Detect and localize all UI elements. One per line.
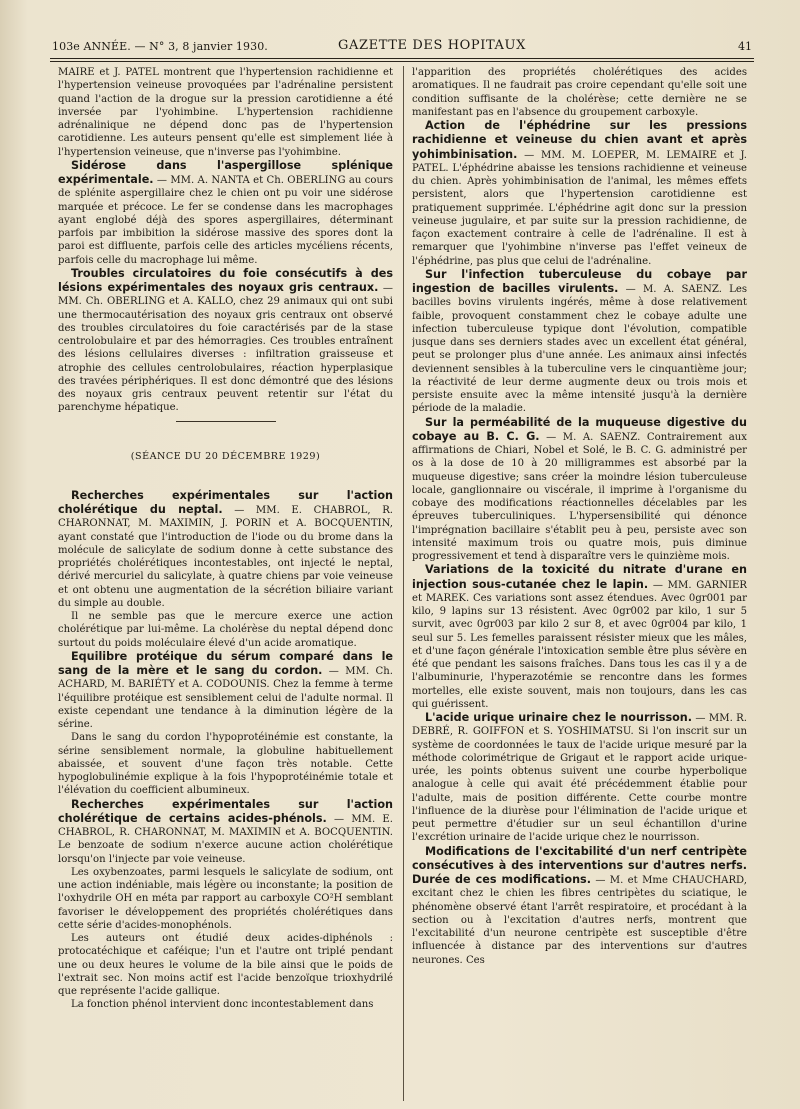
article-title: Recherches expérimentales sur l'action cholérétique de certains acides-phénols. bbox=[58, 797, 393, 825]
article bbox=[58, 267, 393, 415]
paragraph: Les oxybenzoates, parmi lesquels le salicylate de sodium, ont une action indéniable, mais légère ou inconstante; la position de l'oxhydrile OH en méta par rapport au carboxyle CO²H semblant favoriser le développement des propriétés cholérétiques dans cette série d'acides-monophénols. bbox=[58, 866, 393, 931]
article-title: Modifications de l'excitabilité d'un nerf centripète consécutives à des interventions sur d'autres nerfs. Durée de ces modifications. bbox=[412, 844, 747, 886]
paragraph: MAIRE et J. PATEL montrent que l'hypertension rachidienne et l'hypertension veineuse provoquées par l'adrénaline persistent quand l'action de la drogue sur la pression carotidienne a été inversée par l'yohimbine. L'hypertension rachidienne adrénalinique ne dépend donc pas de l'hypertension carotidienne. Les auteurs pensent qu'elle est simplement liée à l'hypertension veineuse, que n'inverse pas l'yohimbine. bbox=[58, 67, 393, 158]
article-body: — MM. R. DEBRÉ, R. GOIFFON et S. YOSHIMATSU. Si l'on inscrit sur un système de coordonnées le taux de l'acide urique mesuré par la méthode colorimétrique de Grigaut et le rapport acide urique-urée, les points obtenus suivent une courbe hyperbolique analogue à celle qui avait été précédemment établie pour l'adulte, mais de position différente. Cette courbe montre l'influence de la diurèse pour l'élimination de l'acide urique et peut permettre d'étudier sur un seul échantillon d'urine l'excrétion urinaire de l'acide urique chez le nourrisson. bbox=[412, 713, 747, 844]
article-title: Sidérose dans l'aspergillose splénique expérimentale. bbox=[58, 158, 393, 186]
session-heading: (SÉANCE DU 20 DÉCEMBRE 1929) bbox=[130, 450, 321, 462]
paragraph: Les auteurs ont étudié deux acides-diphénols : protocatéchique et caféique; l'un et l'autre ont triplé pendant une ou deux heures le volume de la bile ainsi que le poids de l'extrait sec. Non moins actif est l'acide benzoïque trioxhydrilé que représente l'acide gallique. bbox=[58, 933, 393, 997]
article bbox=[412, 711, 747, 845]
paragraph: Il ne semble pas que le mercure exerce une action cholérétique par lui-même. La cholérèse du neptal dépend donc surtout du poids moléculaire élevé d'un acide aromatique. bbox=[58, 611, 393, 649]
page-header bbox=[52, 36, 752, 56]
journal-title: GAZETTE DES HOPITAUX bbox=[338, 38, 526, 53]
header-rule-thin bbox=[50, 61, 754, 62]
article-title: Variations de la toxicité du nitrate d'urane en injection sous-cutanée chez le lapin. bbox=[412, 563, 747, 591]
article-body: — MM. E. CHABROL, R. CHARONNAT, M. MAXIMIN et A. BOCQUENTIN. Le benzoate de sodium n'exerce aucune action cholérétique lorsqu'on l'injecte par voie veineuse. bbox=[58, 813, 393, 865]
article bbox=[58, 159, 393, 267]
column-divider bbox=[403, 66, 404, 1101]
article bbox=[412, 416, 747, 564]
article-body: — M. A. SAENZ. Les bacilles bovins virulents ingérés, même à dose relativement faible, provoquent constamment chez le cobaye adulte une infection tuberculeuse typique dont l'évolution, compatible jusque dans ses derniers stades avec un excellent état général, peut se prolonger plus d'une année. Les animaux ainsi infectés deviennent sensibles à la tuberculine vers le cinquantième jour; la réactivité de leur derme augmente deux ou trois mois et persiste ensuite avec la même intensité jusqu'à la dernière période de la maladie. bbox=[412, 284, 747, 415]
article-title: Equilibre protéique du sérum comparé dans le sang de la mère et le sang du cordon. bbox=[58, 649, 393, 677]
right-column bbox=[412, 66, 747, 1104]
article-title: Sur la perméabilité de la muqueuse digestive du cobaye au B. C. G. bbox=[412, 415, 747, 443]
article bbox=[412, 119, 747, 268]
left-column bbox=[58, 66, 393, 1104]
article-body: — MM. GARNIER et MAREK. Ces variations sont assez étendues. Avec 0gr001 par kilo, 9 lapins sur 13 résistent. Avec 0gr002 par kilo, 1 sur 5 survit, avec 0gr003 par kilo 2 sur 8, et avec 0gr004 par kilo, 1 seul sur 5. Les femelles paraissent résister mieux que les mâles, et d'une façon générale l'intoxication semble être plus sévère en été que pendant les saisons fraîches. Dans tous les cas il y a de l'albuminurie, l'hyperazotémie se rencontre dans les formes mortelles, elle existe souvent, mais non toujours, dans les cas qui guérissent. bbox=[412, 579, 747, 710]
article-body: — MM. A. NANTA et Ch. OBERLING au cours de splénite aspergillaire chez le chien ont pu voir une sidérose marquée et précoce. Le fer se condense dans les macrophages ayant englobé déjà des spores aspergillaires, déterminant parfois par imbibition la sidérose massive des spores dont la paroi est diffluente, parfois celle des articles mycéliens récents, parfois celle du macrophage lui même. bbox=[58, 175, 393, 266]
article-body: — M. A. SAENZ. Contrairement aux affirmations de Chiari, Nobel et Solé, le B. C. G. administré per os à la dose de 10 à 20 milligrammes est absorbé par la muqueuse digestive; sans créer la moindre lésion tuberculeuse locale, ganglionnaire ou viscérale, il imprime à l'organisme du cobaye des modifications réactionnelles décelables par les épreuves tuberculiniques. L'hypersensibilité qui dénonce l'imprégnation bacillaire s'établit peu à peu, persiste avec son intensité maximum trois ou quatre mois, puis diminue progressivement et tend à disparaître vers le quinzième mois. bbox=[412, 431, 747, 562]
article-body: — MM. E. CHABROL, R. CHARONNAT, M. MAXIMIN, J. PORIN et A. BOCQUENTIN, ayant constaté que l'introduction de l'iode ou du brome dans la molécule de salicylate de sodium donne à cette substance des propriétés cholérétiques incontestables, ont injecté le neptal, dérivé mercuriel du salicylate, à quatre chiens par voie veineuse et ont obtenu une augmentation de la sécrétion biliaire variant du simple au double. bbox=[58, 505, 393, 609]
paragraph: La fonction phénol intervient donc incontestablement dans bbox=[71, 999, 374, 1011]
page-number: 41 bbox=[738, 40, 752, 53]
article-title: Troubles circulatoires du foie consécutifs à des lésions expérimentales des noyaux gris centraux. bbox=[58, 266, 393, 294]
article-body: — M. et Mme CHAUCHARD, excitant chez le chien les fibres centripètes du sciatique, le phénomène observé étant l'arrêt respiratoire, et procédant à la section ou à l'excitation d'autres nerfs, montrent que l'excitabilité d'un neurone centripète est susceptible d'être influencée à distance par des interventions sur d'autres neurones. Ces bbox=[412, 875, 747, 966]
article bbox=[58, 798, 393, 866]
article-body: — MM. Ch. ACHARD, M. BARIÉTY et A. CODOUNIS. Chez la femme à terme l'équilibre protéique est sensiblement celui de l'adulte normal. Il existe cependant une tendance à la diminution légère de la sérine. bbox=[58, 666, 393, 730]
section-rule bbox=[176, 421, 276, 422]
article bbox=[58, 650, 393, 732]
article-body: — MM. Ch. OBERLING et A. KALLO, chez 29 animaux qui ont subi une thermocautérisation des noyaux gris centraux ont observé des troubles circulatoires du foie caractérisés par de la stase centrolobulaire et par des hémorragies. Ces troubles entraînent des lésions cellulaires diverses : infiltration graisseuse et atrophie des cellules centrolobulaires, réaction hyperplasique des travées périphériques. Il est donc démontré que des lésions des noyaux gris centraux peuvent retentir sur l'état du parenchyme hépatique. bbox=[58, 283, 393, 414]
header-rule bbox=[50, 58, 754, 59]
paragraph: l'apparition des propriétés cholérétiques des acides aromatiques. Il ne faudrait pas croire cependant qu'elle soit une condition suffisante de la cholérèse; cette dernière ne se manifestant pas en l'absence du groupement carboxyle. bbox=[412, 67, 747, 118]
article bbox=[412, 845, 747, 967]
article bbox=[58, 489, 393, 610]
article-body: — MM. M. LOEPER, M. LEMAIRE et J. PATEL. L'éphédrine abaisse les tensions rachidienne et veineuse du chien. Après yohimbinisation de l'animal, les mêmes effets persistent, alors que l'hypertension carotidienne est pratiquement supprimée. L'éphédrine agit donc sur la pression veineuse jugulaire, et par suite sur la pression rachidienne, de façon exactement contraire à celle de l'adrénaline. Il est à remarquer que l'yohimbine n'inverse pas l'effet veineux de l'éphédrine, pas plus que celui de l'adrénaline. bbox=[412, 149, 747, 267]
article-title: Recherches expérimentales sur l'action cholérétique du neptal. bbox=[58, 488, 393, 516]
paragraph: Dans le sang du cordon l'hypoprotéinémie est constante, la sérine sensiblement normale, la globuline habituellement abaissée, et souvent d'une façon très notable. Cette hypoglobulinémie explique à la fois l'hypoprotéinémie totale et l'élévation du coefficient albumineux. bbox=[58, 732, 393, 797]
article-title: L'acide urique urinaire chez le nourrisson. bbox=[425, 711, 693, 724]
issue-info: 103e ANNÉE. — N° 3, 8 janvier 1930. bbox=[52, 40, 268, 53]
article-title: Sur l'infection tuberculeuse du cobaye par ingestion de bacilles virulents. bbox=[412, 267, 747, 295]
article bbox=[412, 563, 747, 711]
article-title: Action de l'éphédrine sur les pressions rachidienne et veineuse du chien avant et après yohimbinisation. bbox=[412, 119, 747, 161]
article bbox=[412, 268, 747, 416]
